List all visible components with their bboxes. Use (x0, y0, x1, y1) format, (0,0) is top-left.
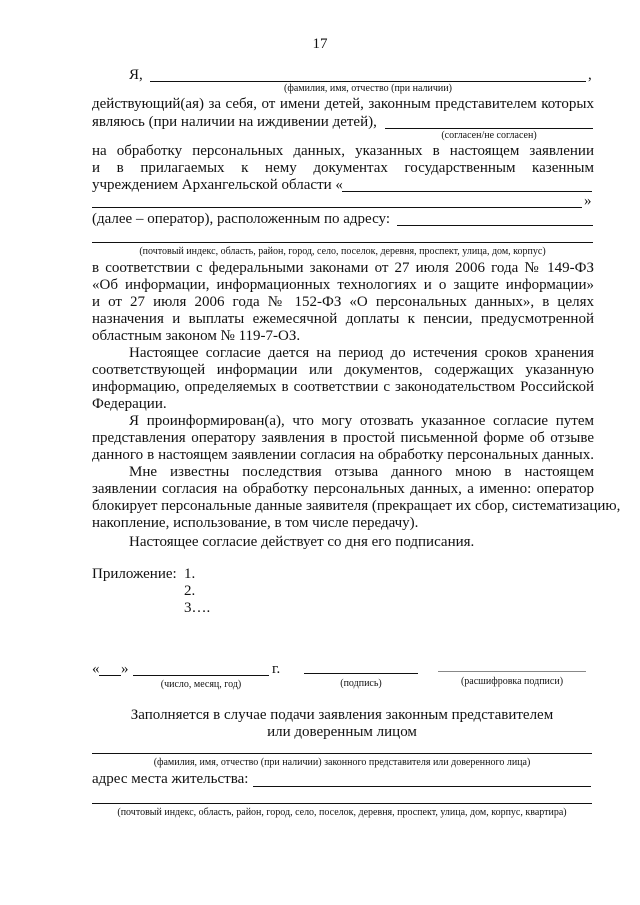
law-line-3: и от 27 июля 2006 года № 152-ФЗ «О персональных данных», в целях (92, 294, 594, 310)
law-line-2: «Об информации, информационных технологиях и о защите информации» (92, 277, 594, 293)
operator-line: (далее – оператор), расположенным по адресу: (92, 211, 391, 227)
period-line-3: информацию, определяемых в соответствии с законодательством Российской (92, 379, 594, 395)
intro-prefix: Я, (129, 67, 143, 83)
decode-caption: (расшифровка подписи) (460, 676, 564, 687)
intro-suffix: , (588, 67, 592, 83)
agree-caption: (согласен/не согласен) (441, 130, 537, 141)
period-line-2: соответствующей информации или документов, содержащих указанную (92, 362, 594, 378)
operator-address-caption: (почтовый индекс, область, район, город, село, поселок, деревня, проспект, улица, дом, корпус) (139, 246, 546, 257)
page-number: 17 (312, 36, 328, 52)
fio-field-line[interactable] (150, 81, 586, 82)
representative-fio-caption: (фамилия, имя, отчество (при наличии) законного представителя или доверенного лица) (153, 757, 531, 768)
residence-field-line-1[interactable] (253, 786, 591, 787)
attachment-item-1: 1. (184, 566, 196, 582)
day-field-line[interactable] (99, 675, 121, 676)
consequences-line-4: накопление, использование, в том числе передачу). (92, 515, 419, 531)
year-suffix: г. (272, 661, 281, 677)
institution-close-quote: » (584, 193, 592, 209)
decode-field-line[interactable] (438, 671, 586, 672)
law-line-4: назначения и выплаты ежемесячной доплаты к пенсии, предусмотренной (92, 311, 594, 327)
informed-line-3: данного в настоящем заявлении согласия на обработку персональных данных. (92, 447, 594, 463)
representative-heading-2: или доверенным лицом (267, 724, 417, 740)
consequences-line-1: Мне известны последствия отзыва данного мною в настоящем (129, 464, 594, 480)
informed-line-1: Я проинформирован(а), что могу отозвать указанное согласие путем (129, 413, 594, 429)
period-line-1: Настоящее согласие дается на период до истечения сроков хранения (129, 345, 594, 361)
date-close-quote: » (121, 661, 129, 677)
law-line-5: областным законом № 119-7-ОЗ. (92, 328, 301, 344)
processing-line-3: учреждением Архангельской области « (92, 177, 343, 193)
processing-line-1: на обработку персональных данных, указанных в настоящем заявлении (92, 143, 594, 159)
fio-caption: (фамилия, имя, отчество (при наличии) (284, 83, 452, 94)
residence-address-caption: (почтовый индекс, область, район, город, село, поселок, деревня, проспект, улица, дом, корпус, квартира) (117, 807, 567, 818)
institution-field-line-1[interactable] (342, 191, 592, 192)
acting-line-2: являюсь (при наличии на иждивении детей), (92, 114, 377, 130)
acting-line-1: действующий(ая) за себя, от имени детей, законным представителем которых (92, 96, 594, 112)
processing-line-2: и в прилагаемых к нему документах государственным казенным (92, 160, 594, 176)
law-line-1: в соответствии с федеральными законами от 27 июля 2006 года № 149-ФЗ (92, 260, 594, 276)
signature-caption: (подпись) (340, 678, 382, 689)
residence-label: адрес места жительства: (92, 771, 249, 787)
operator-address-field-line-1[interactable] (397, 225, 593, 226)
period-line-4: Федерации. (92, 396, 167, 412)
date-caption: (число, месяц, год) (160, 679, 242, 690)
consequences-line-2: заявлении согласия на обработку персональных данных, а именно: оператор (92, 481, 594, 497)
attachment-item-2: 2. (184, 583, 196, 599)
date-open-quote: « (92, 661, 100, 677)
month-year-field-line[interactable] (133, 675, 269, 676)
consequences-line-3: блокирует персональные данные заявителя (прекращает их сбор, систематизацию, (92, 498, 621, 514)
signature-field-line[interactable] (304, 673, 418, 674)
validity-line: Настоящее согласие действует со дня его подписания. (129, 534, 475, 550)
informed-line-2: представления оператору заявления в простой письменной форме об отзыве (92, 430, 594, 446)
attachments-label: Приложение: (92, 566, 177, 582)
representative-fio-field-line[interactable] (92, 753, 592, 754)
representative-heading-1: Заполняется в случае подачи заявления законным представителем (130, 707, 554, 723)
attachment-item-3: 3…. (184, 600, 211, 616)
operator-address-field-line-2[interactable] (92, 242, 593, 243)
agree-field-line[interactable] (385, 128, 593, 129)
residence-field-line-2[interactable] (92, 803, 592, 804)
institution-field-line-2[interactable] (92, 207, 582, 208)
